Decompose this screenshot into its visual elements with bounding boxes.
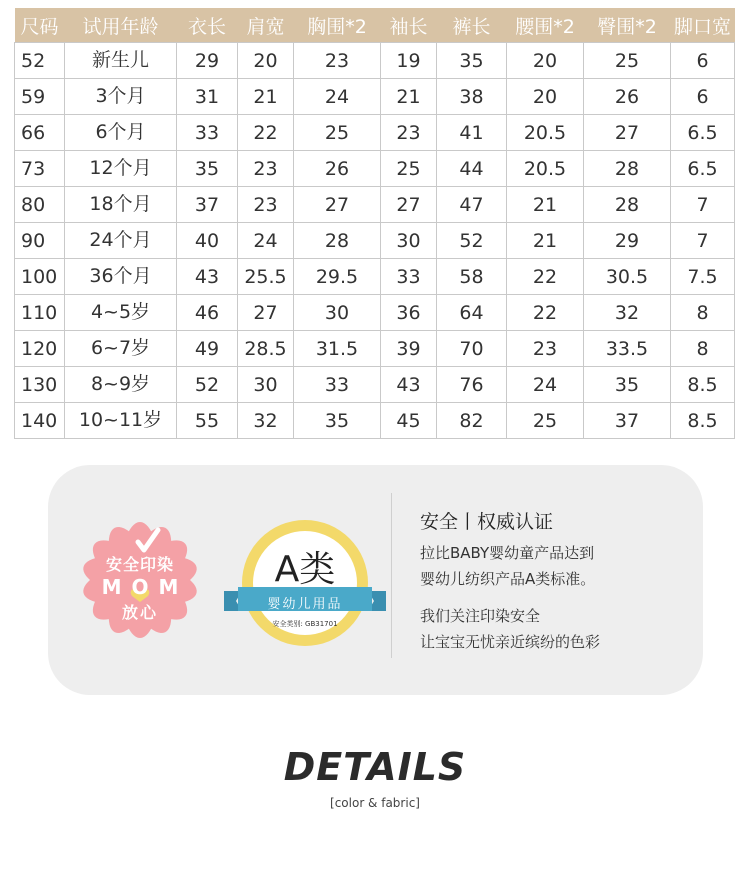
cell-value: 27 (396, 193, 421, 216)
cell-value: 80 (21, 193, 46, 216)
table-row (15, 115, 735, 151)
measurement-cell (671, 79, 735, 115)
measurement-cell (238, 187, 294, 223)
cell-value: 43 (396, 373, 421, 396)
cell-value: 38 (459, 85, 484, 108)
measurement-cell (177, 115, 238, 151)
cell-value: 29 (614, 229, 640, 252)
cell-value: 28 (324, 229, 350, 252)
measurement-cell (294, 115, 381, 151)
header-cell: 衣长 (177, 8, 238, 43)
table-row (15, 79, 735, 115)
measurement-cell (671, 367, 735, 403)
cell-value: 70 (459, 337, 484, 360)
cell-value: 20 (532, 85, 558, 108)
certification-text-line: 我们关注印染安全 (420, 607, 541, 625)
measurement-cell (437, 331, 507, 367)
cell-value: 8 (696, 337, 709, 360)
cell-value: 46 (194, 301, 220, 324)
measurement-cell (177, 403, 238, 439)
measurement-cell (238, 223, 294, 259)
measurement-cell (238, 115, 294, 151)
table-row (15, 403, 735, 439)
measurement-cell (238, 295, 294, 331)
measurement-cell (177, 151, 238, 187)
size-cell (15, 223, 65, 259)
cell-value: 41 (459, 121, 484, 144)
cell-value: 7 (696, 229, 709, 252)
cell-value: 47 (459, 193, 484, 216)
cell-value: 35 (324, 409, 350, 432)
cell-value: 26 (324, 157, 350, 180)
table-row (15, 331, 735, 367)
measurement-cell (584, 223, 671, 259)
cell-value: 73 (21, 157, 46, 180)
header-cell: 试用年龄 (65, 8, 177, 43)
measurement-cell (671, 187, 735, 223)
cell-value: 33 (324, 373, 350, 396)
measurement-cell (584, 403, 671, 439)
cell-value: 36 (396, 301, 421, 324)
table-header-row (15, 8, 735, 43)
cell-value: 8~9岁 (90, 373, 151, 395)
measurement-cell (294, 295, 381, 331)
measurement-cell (381, 79, 437, 115)
cell-value: 6个月 (95, 121, 146, 143)
cell-value: 120 (21, 337, 58, 360)
measurement-cell (507, 331, 584, 367)
cell-value: 40 (194, 229, 220, 252)
a-class-badge (220, 513, 390, 653)
measurement-cell (177, 295, 238, 331)
cell-value: 20.5 (523, 121, 567, 144)
header-cell: 肩宽 (238, 8, 294, 43)
cell-value: 23 (396, 121, 421, 144)
cell-value: 24 (532, 373, 558, 396)
measurement-cell (381, 187, 437, 223)
size-cell (15, 295, 65, 331)
certification-text-line: 婴幼儿纺织产品A类标准。 (420, 570, 596, 588)
header-cell: 裤长 (437, 8, 507, 43)
cell-value: 25 (324, 121, 350, 144)
cell-value: 25 (614, 49, 640, 72)
measurement-cell (381, 259, 437, 295)
cell-value: 59 (21, 85, 46, 108)
measurement-cell (671, 403, 735, 439)
cell-value: 28.5 (244, 337, 287, 360)
safety-standard-label: 安全类别: GB31701 (272, 620, 338, 628)
size-cell (15, 403, 65, 439)
badge-text-mom: MOM (101, 575, 189, 599)
cell-value: 22 (532, 301, 558, 324)
measurement-cell (437, 115, 507, 151)
age-cell (65, 367, 177, 403)
cell-value: 25 (532, 409, 558, 432)
age-cell (65, 43, 177, 79)
measurement-cell (177, 367, 238, 403)
measurement-cell (507, 187, 584, 223)
measurement-cell (584, 151, 671, 187)
age-cell (65, 223, 177, 259)
cell-value: 58 (459, 265, 484, 288)
details-subtitle: [color & fabric] (330, 796, 420, 810)
measurement-cell (671, 295, 735, 331)
measurement-cell (437, 223, 507, 259)
cell-value: 新生儿 (91, 49, 149, 71)
cell-value: 6~7岁 (90, 337, 151, 359)
cell-value: 23 (253, 193, 278, 216)
cell-value: 44 (459, 157, 484, 180)
measurement-cell (437, 295, 507, 331)
measurement-cell (238, 331, 294, 367)
cell-value: 35 (459, 49, 484, 72)
cell-value: 35 (614, 373, 640, 396)
cell-value: 24 (253, 229, 278, 252)
measurement-cell (671, 331, 735, 367)
size-cell (15, 115, 65, 151)
cell-value: 130 (21, 373, 58, 396)
cell-value: 6 (696, 49, 709, 72)
cell-value: 32 (253, 409, 278, 432)
size-cell (15, 187, 65, 223)
cell-value: 23 (253, 157, 278, 180)
cell-value: 33 (194, 121, 220, 144)
size-cell (15, 43, 65, 79)
header-cell: 脚口宽 (671, 8, 735, 43)
cell-value: 8.5 (687, 409, 718, 432)
age-cell (65, 115, 177, 151)
measurement-cell (584, 331, 671, 367)
measurement-cell (381, 151, 437, 187)
measurement-cell (437, 43, 507, 79)
cell-value: 31 (194, 85, 220, 108)
measurement-cell (584, 115, 671, 151)
cell-value: 25.5 (244, 265, 287, 288)
cell-value: 55 (194, 409, 220, 432)
size-cell (15, 151, 65, 187)
measurement-cell (381, 223, 437, 259)
measurement-cell (507, 403, 584, 439)
size-cell (15, 79, 65, 115)
header-cell: 袖长 (381, 8, 437, 43)
size-cell (15, 367, 65, 403)
table-body (15, 43, 735, 439)
measurement-cell (381, 331, 437, 367)
header-cell: 尺码 (15, 8, 65, 43)
cell-value: 31.5 (315, 337, 359, 360)
measurement-cell (584, 79, 671, 115)
cell-value: 22 (532, 265, 558, 288)
measurement-cell (437, 259, 507, 295)
certification-title: 安全丨权威认证 (420, 511, 554, 533)
header-cell: 腰围*2 (507, 8, 584, 43)
cell-value: 6 (696, 85, 709, 108)
measurement-cell (507, 223, 584, 259)
cell-value: 30 (253, 373, 278, 396)
size-chart-table (14, 8, 735, 439)
table-row (15, 151, 735, 187)
measurement-cell (177, 79, 238, 115)
measurement-cell (294, 367, 381, 403)
measurement-cell (671, 43, 735, 79)
cell-value: 23 (324, 49, 350, 72)
cell-value: 30 (396, 229, 421, 252)
safe-dye-mom-badge (80, 520, 200, 640)
table-row (15, 259, 735, 295)
cell-value: 27 (614, 121, 640, 144)
measurement-cell (437, 403, 507, 439)
cell-value: 76 (459, 373, 484, 396)
badge-text-safe-dye: 安全印染 (105, 555, 174, 574)
cell-value: 21 (253, 85, 278, 108)
measurement-cell (584, 43, 671, 79)
measurement-cell (381, 43, 437, 79)
measurement-cell (584, 295, 671, 331)
cell-value: 27 (324, 193, 350, 216)
cell-value: 35 (194, 157, 220, 180)
measurement-cell (671, 223, 735, 259)
cell-value: 33.5 (605, 337, 649, 360)
measurement-cell (238, 43, 294, 79)
measurement-cell (294, 331, 381, 367)
a-class-label: A类 (274, 549, 336, 590)
cell-value: 6.5 (687, 121, 718, 144)
age-cell (65, 259, 177, 295)
measurement-cell (238, 403, 294, 439)
cell-value: 27 (253, 301, 278, 324)
age-cell (65, 79, 177, 115)
cell-value: 82 (459, 409, 484, 432)
measurement-cell (177, 187, 238, 223)
cell-value: 26 (614, 85, 640, 108)
table-row (15, 187, 735, 223)
measurement-cell (177, 331, 238, 367)
measurement-cell (294, 223, 381, 259)
cell-value: 8.5 (687, 373, 718, 396)
measurement-cell (238, 79, 294, 115)
cell-value: 25 (396, 157, 421, 180)
age-cell (65, 295, 177, 331)
cell-value: 43 (194, 265, 220, 288)
measurement-cell (671, 151, 735, 187)
cell-value: 36个月 (89, 265, 152, 287)
measurement-cell (584, 259, 671, 295)
age-cell (65, 151, 177, 187)
cell-value: 21 (532, 229, 558, 252)
measurement-cell (437, 367, 507, 403)
cell-value: 29 (194, 49, 220, 72)
cell-value: 66 (21, 121, 46, 144)
cell-value: 19 (396, 49, 421, 72)
measurement-cell (381, 367, 437, 403)
measurement-cell (584, 367, 671, 403)
measurement-cell (177, 43, 238, 79)
measurement-cell (507, 79, 584, 115)
cell-value: 24 (324, 85, 350, 108)
infant-products-ribbon: 婴幼儿用品 (267, 597, 343, 612)
cell-value: 3个月 (95, 85, 146, 107)
measurement-cell (177, 223, 238, 259)
measurement-cell (381, 115, 437, 151)
measurement-cell (294, 187, 381, 223)
cell-value: 32 (614, 301, 640, 324)
cell-value: 140 (21, 409, 58, 432)
cell-value: 24个月 (89, 229, 152, 251)
cell-value: 100 (21, 265, 58, 288)
cell-value: 18个月 (89, 193, 152, 215)
measurement-cell (507, 43, 584, 79)
measurement-cell (507, 295, 584, 331)
measurement-cell (437, 79, 507, 115)
measurement-cell (507, 367, 584, 403)
safety-certification-card (48, 465, 703, 695)
cell-value: 52 (194, 373, 220, 396)
size-cell (15, 259, 65, 295)
details-heading: DETAILS (283, 745, 467, 789)
cell-value: 49 (194, 337, 220, 360)
header-cell: 臀围*2 (584, 8, 671, 43)
measurement-cell (294, 151, 381, 187)
measurement-cell (294, 79, 381, 115)
age-cell (65, 403, 177, 439)
measurement-cell (671, 115, 735, 151)
cell-value: 22 (253, 121, 278, 144)
cell-value: 52 (21, 49, 46, 72)
cell-value: 20 (253, 49, 278, 72)
cell-value: 12个月 (89, 157, 152, 179)
cell-value: 52 (459, 229, 484, 252)
cell-value: 90 (21, 229, 46, 252)
measurement-cell (238, 151, 294, 187)
card-divider (391, 493, 392, 658)
cell-value: 37 (194, 193, 220, 216)
header-cell: 胸围*2 (294, 8, 381, 43)
measurement-cell (507, 259, 584, 295)
cell-value: 4~5岁 (90, 301, 151, 323)
cell-value: 30.5 (605, 265, 649, 288)
cell-value: 21 (396, 85, 421, 108)
cell-value: 64 (459, 301, 484, 324)
cell-value: 28 (614, 157, 640, 180)
cell-value: 20.5 (523, 157, 567, 180)
certification-text-line: 让宝宝无忧亲近缤纷的色彩 (420, 633, 601, 651)
cell-value: 30 (324, 301, 350, 324)
cell-value: 23 (532, 337, 558, 360)
table-row (15, 367, 735, 403)
badge-text-relax: 放心 (121, 603, 158, 622)
measurement-cell (507, 151, 584, 187)
certification-text-line: 拉比BABY婴幼童产品达到 (420, 544, 595, 562)
cell-value: 20 (532, 49, 558, 72)
measurement-cell (294, 403, 381, 439)
cell-value: 39 (396, 337, 421, 360)
measurement-cell (381, 403, 437, 439)
cell-value: 21 (532, 193, 558, 216)
measurement-cell (437, 151, 507, 187)
measurement-cell (294, 259, 381, 295)
cell-value: 45 (396, 409, 421, 432)
table-row (15, 43, 735, 79)
table-row (15, 295, 735, 331)
measurement-cell (437, 187, 507, 223)
size-cell (15, 331, 65, 367)
cell-value: 29.5 (315, 265, 359, 288)
cell-value: 7.5 (687, 265, 718, 288)
measurement-cell (671, 259, 735, 295)
age-cell (65, 331, 177, 367)
measurement-cell (238, 367, 294, 403)
cell-value: 6.5 (687, 157, 718, 180)
measurement-cell (177, 259, 238, 295)
measurement-cell (584, 187, 671, 223)
measurement-cell (238, 259, 294, 295)
table-row (15, 223, 735, 259)
cell-value: 33 (396, 265, 421, 288)
cell-value: 28 (614, 193, 640, 216)
cell-value: 110 (21, 301, 58, 324)
cell-value: 10~11岁 (78, 409, 163, 431)
cell-value: 8 (696, 301, 709, 324)
measurement-cell (294, 43, 381, 79)
cell-value: 37 (614, 409, 640, 432)
cell-value: 7 (696, 193, 709, 216)
age-cell (65, 187, 177, 223)
measurement-cell (507, 115, 584, 151)
measurement-cell (381, 295, 437, 331)
